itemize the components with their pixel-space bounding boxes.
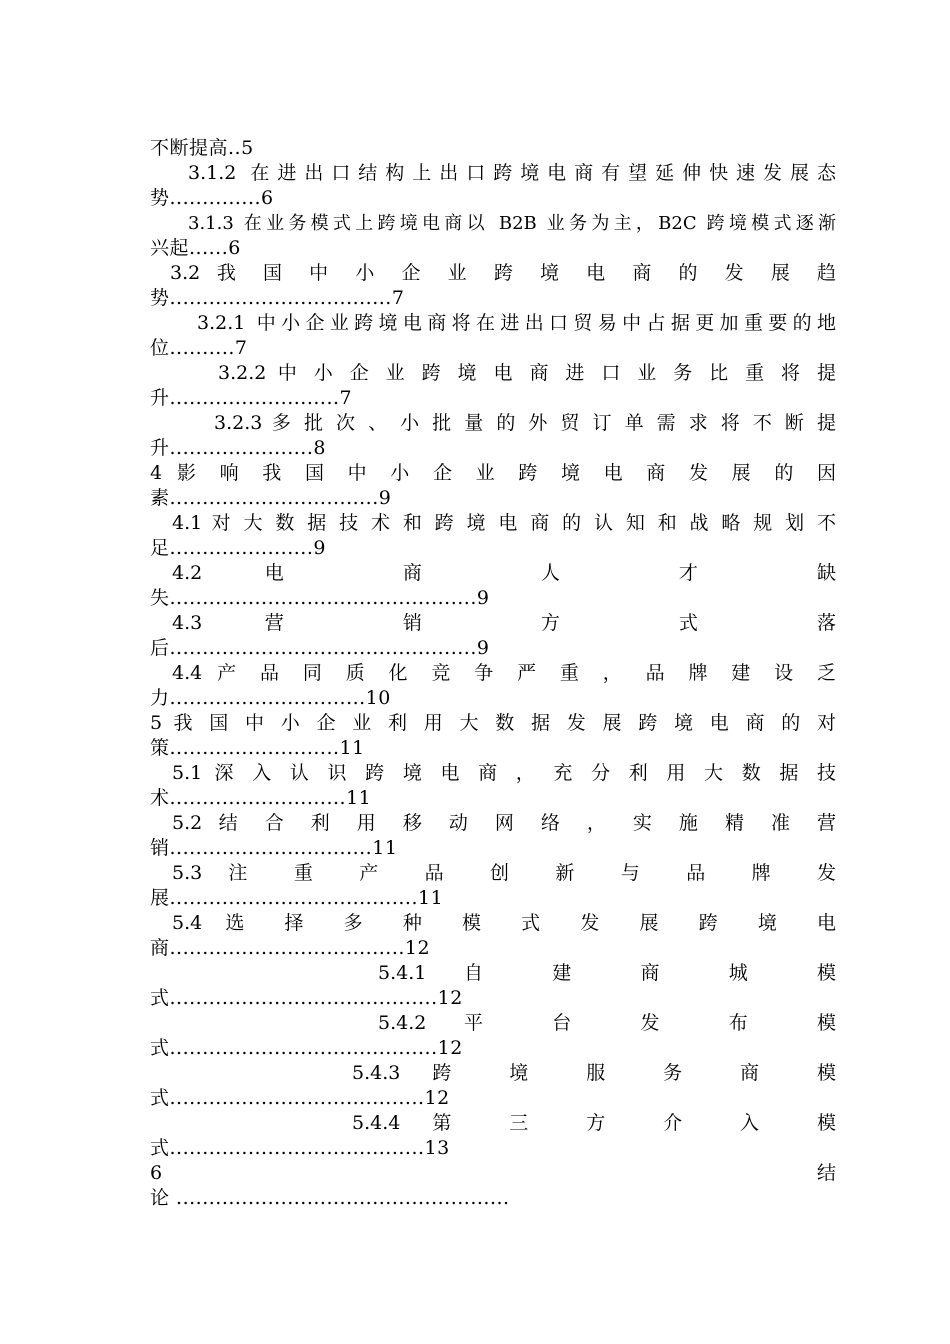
toc-entry-leader: 位..........7 (150, 337, 248, 359)
toc-entry-title: 3.2.1 中小企业跨境电商将在进出口贸易中占据更加重要的地 (197, 312, 836, 334)
toc-entry-title: 4.3 营 销 方 式 落 (172, 612, 836, 634)
toc-entry-title: 4.1 对 大 数 据 技 术 和 跨 境 电 商 的 认 知 和 战 略 规 划 不 (172, 512, 836, 534)
toc-entry-leader: 不断提高..5 (150, 137, 254, 159)
toc-entry-title: 6 结 (150, 1162, 836, 1184)
toc-entry (150, 761, 836, 811)
toc-entry (150, 361, 836, 411)
toc-entry-leader: 策..........................11 (150, 737, 365, 759)
toc-entry-title: 5 我 国 中 小 企 业 利 用 大 数 据 发 展 跨 境 电 商 的 对 (150, 712, 836, 734)
toc-entry-title: 5.3 注 重 产 品 创 新 与 品 牌 发 (172, 862, 836, 884)
toc-entry-title: 3.2.3 多 批 次 、 小 批 量 的 外 贸 订 单 需 求 将 不 断 提 (214, 412, 836, 434)
toc-entry-leader: 失...............................................9 (150, 587, 490, 609)
toc-entry-leader: 后...............................................9 (150, 637, 490, 659)
toc-entry (150, 1011, 836, 1061)
toc-entry-leader: 升......................8 (150, 437, 326, 459)
toc-entry-title: 4 影 响 我 国 中 小 企 业 跨 境 电 商 发 展 的 因 (150, 462, 836, 484)
toc-entry-title: 5.4.2 平 台 发 布 模 (378, 1012, 836, 1034)
toc-entry-leader: 兴起......6 (150, 237, 241, 259)
toc-entry-leader: 展......................................11 (150, 887, 444, 909)
toc-entry-title: 3.1.3 在业务模式上跨境电商以 B2B 业务为主，B2C 跨境模式逐渐 (188, 213, 836, 234)
toc-entry-leader: 势..................................7 (150, 287, 405, 309)
toc-entry-leader: 论 ................................................... (150, 1187, 510, 1209)
toc-entry-title: 5.4 选 择 多 种 模 式 发 展 跨 境 电 (172, 912, 836, 934)
toc-entry (150, 411, 836, 461)
toc-entry (150, 711, 836, 761)
toc-entry-title: 4.4 产 品 同 质 化 竞 争 严 重 ， 品 牌 建 设 乏 (172, 662, 836, 684)
toc-entry-leader: 式.........................................12 (150, 1037, 463, 1059)
toc-entry-leader: 素................................9 (150, 487, 392, 509)
toc-entry-leader: 升..........................7 (150, 387, 353, 409)
toc-entry (150, 461, 836, 511)
toc-entry-leader: 势..............6 (150, 187, 274, 209)
toc-entry-title: 5.4.3 跨 境 服 务 商 模 (352, 1062, 836, 1084)
toc-entry (150, 911, 836, 961)
toc-entry-leader: 式.........................................12 (150, 987, 463, 1009)
toc-entry (150, 811, 836, 861)
toc-entry (150, 211, 836, 261)
toc-entry-title: 3.1.2 在进出口结构上出口跨境电商有望延伸快速发展态 (188, 162, 836, 184)
toc-entry-title: 3.2.2 中 小 企 业 跨 境 电 商 进 口 业 务 比 重 将 提 (218, 362, 836, 384)
toc-entry-leader: 力..............................10 (150, 687, 391, 709)
toc-entry (150, 961, 836, 1011)
toc-entry (150, 136, 836, 161)
toc-entry-title: 5.1 深 入 认 识 跨 境 电 商 ， 充 分 利 用 大 数 据 技 (172, 762, 836, 784)
toc-entry-leader: 销...............................11 (150, 837, 398, 859)
toc-entry-title: 3.2 我 国 中 小 企 业 跨 境 电 商 的 发 展 趋 (170, 262, 836, 284)
toc-entry-title: 5.4.1 自 建 商 城 模 (378, 962, 836, 984)
toc-entry-leader: 商....................................12 (150, 937, 431, 959)
table-of-contents (150, 136, 836, 1211)
toc-entry-leader: 式.......................................12 (150, 1087, 450, 1109)
toc-entry-title: 5.4.4 第 三 方 介 入 模 (352, 1112, 836, 1134)
toc-entry (150, 261, 836, 311)
toc-entry (150, 311, 836, 361)
toc-entry-leader: 足......................9 (150, 537, 326, 559)
toc-entry (150, 661, 836, 711)
toc-entry-title: 5.2 结 合 利 用 移 动 网 络 ， 实 施 精 准 营 (172, 812, 836, 834)
toc-entry-title: 4.2 电 商 人 才 缺 (172, 562, 836, 584)
toc-entry (150, 161, 836, 211)
toc-entry (150, 1161, 836, 1211)
toc-entry (150, 561, 836, 611)
toc-entry (150, 861, 836, 911)
toc-entry-leader: 式.......................................13 (150, 1137, 450, 1159)
toc-entry-leader: 术...........................11 (150, 787, 372, 809)
toc-entry (150, 1111, 836, 1161)
toc-entry (150, 1061, 836, 1111)
toc-entry (150, 611, 836, 661)
toc-entry (150, 511, 836, 561)
